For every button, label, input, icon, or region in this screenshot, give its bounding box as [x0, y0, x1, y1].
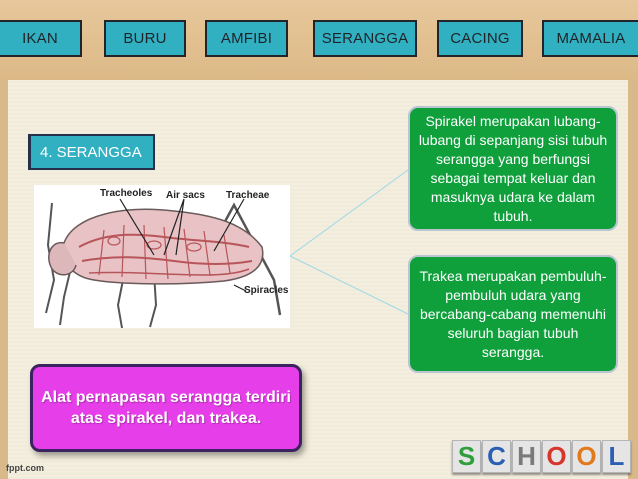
- diagram-label-air-sacs: Air sacs: [166, 190, 205, 201]
- brand-watermark: fppt.com: [6, 463, 44, 473]
- right-frame-border: [628, 80, 638, 479]
- trachea-info-box: [408, 255, 618, 373]
- school-block-c: C: [482, 440, 511, 473]
- school-block-s: S: [452, 440, 481, 473]
- school-block-l: L: [602, 440, 631, 473]
- nav-button-mamalia[interactable]: MAMALIA: [542, 20, 638, 57]
- grasshopper-illustration: [34, 185, 290, 328]
- top-navigation-bar: [0, 0, 638, 80]
- spiracle-info-box: [408, 106, 618, 231]
- trachea-info-text: Trakea merupakan pembuluh-pembuluh udara yang bercabang-cabang memenuhi seluruh bagian tubuh serangga.: [419, 267, 607, 360]
- school-block-h: H: [512, 440, 541, 473]
- section-title: 4. SERANGGA: [28, 134, 155, 170]
- nav-button-amfibi[interactable]: AMFIBI: [205, 20, 288, 57]
- left-frame-border: [0, 80, 8, 479]
- nav-button-serangga[interactable]: SERANGGA: [313, 20, 417, 57]
- insect-respiratory-diagram: [34, 185, 290, 328]
- school-block-o2: O: [572, 440, 601, 473]
- diagram-label-tracheae: Tracheae: [226, 190, 270, 201]
- school-blocks-logo: [444, 432, 634, 479]
- spiracle-info-text: Spirakel merupakan lubang-lubang di sepanjang sisi tubuh serangga yang berfungsi sebagai tempat keluar dan masuknya udara ke dalam tubuh.: [418, 112, 608, 224]
- summary-text: Alat pernapasan serangga terdiri atas spirakel, dan trakea.: [41, 389, 291, 427]
- summary-box: [30, 364, 302, 452]
- school-block-o1: O: [542, 440, 571, 473]
- nav-button-ikan[interactable]: IKAN: [0, 20, 82, 57]
- connector-line-spiracle: [290, 170, 408, 256]
- nav-button-cacing[interactable]: CACING: [437, 20, 523, 57]
- connector-line-trachea: [290, 256, 408, 314]
- diagram-label-spiracles: Spiracles: [244, 285, 289, 296]
- diagram-label-tracheoles: Tracheoles: [100, 188, 153, 199]
- nav-button-buru[interactable]: BURU: [104, 20, 186, 57]
